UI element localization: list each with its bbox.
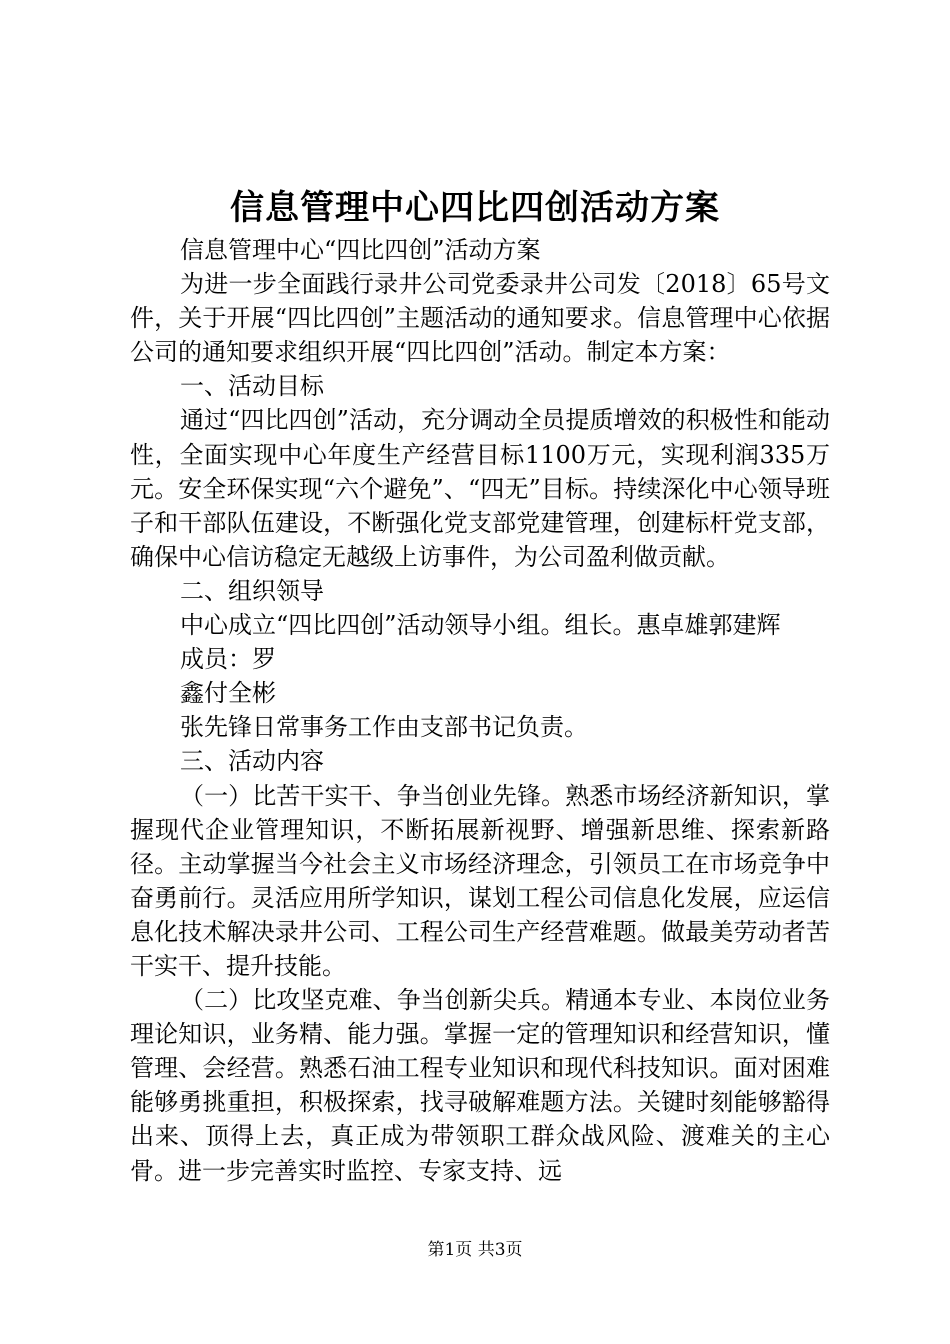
section-heading-content: 三、活动内容 <box>180 747 324 776</box>
paragraph-goals: 通过“四比四创”活动，充分调动全员提质增效的积极性和能动性，全面实现中心年度生产经营目标1100万元，实现利润335万元。安全环保实现“六个避免”、“四无”目标。持续深化中心领导班子和干部队伍建设，不断强化党支部党建管理，创建标杆党支部，确保中心信访稳定无越级上访事件，为公司盈利做贡献。 <box>130 406 830 571</box>
page-footer: 第1页 共3页 <box>427 1240 523 1260</box>
paragraph-intro: 为进一步全面践行录井公司党委录井公司发〔2018〕65号文件，关于开展“四比四创”主题活动的通知要求。信息管理中心依据公司的通知要求组织开展“四比四创”活动。制定本方案： <box>130 270 830 367</box>
paragraph-members-continued: 鑫付全彬 <box>180 679 276 708</box>
section-heading-organization: 二、组织领导 <box>180 576 324 605</box>
paragraph-daily-affairs: 张先锋日常事务工作由支部书记负责。 <box>180 713 588 742</box>
document-body <box>130 233 830 1188</box>
paragraph-content-one: （一）比苦干实干、争当创业先锋。熟悉市场经济新知识，掌握现代企业管理知识，不断拓展新视野、增强新思维、探索新路径。主动掌握当今社会主义市场经济理念，引领员工在市场竞争中奋勇前行。灵活应用所学知识，谋划工程公司信息化发展，应运信息化技术解决录井公司、工程公司生产经营难题。做最美劳动者苦干实干、提升技能。 <box>130 781 830 980</box>
section-heading-goals: 一、活动目标 <box>180 372 324 401</box>
document-title: 信息管理中心四比四创活动方案 <box>230 188 720 228</box>
paragraph-members: 成员：罗 <box>180 645 276 674</box>
paragraph-content-two: （二）比攻坚克难、争当创新尖兵。精通本专业、本岗位业务理论知识，业务精、能力强。掌握一定的管理知识和经营知识，懂管理、会经营。熟悉石油工程专业知识和现代科技知识。面对困难能够勇挑重担，积极探索，找寻破解难题方法。关键时刻能够豁得出来、顶得上去，真正成为带领职工群众战风险、渡难关的主心骨。进一步完善实时监控、专家支持、远 <box>130 986 830 1185</box>
paragraph-subtitle: 信息管理中心“四比四创”活动方案 <box>180 236 541 264</box>
paragraph-leadership-group: 中心成立“四比四创”活动领导小组。组长。惠卓雄郭建辉 <box>180 611 781 640</box>
